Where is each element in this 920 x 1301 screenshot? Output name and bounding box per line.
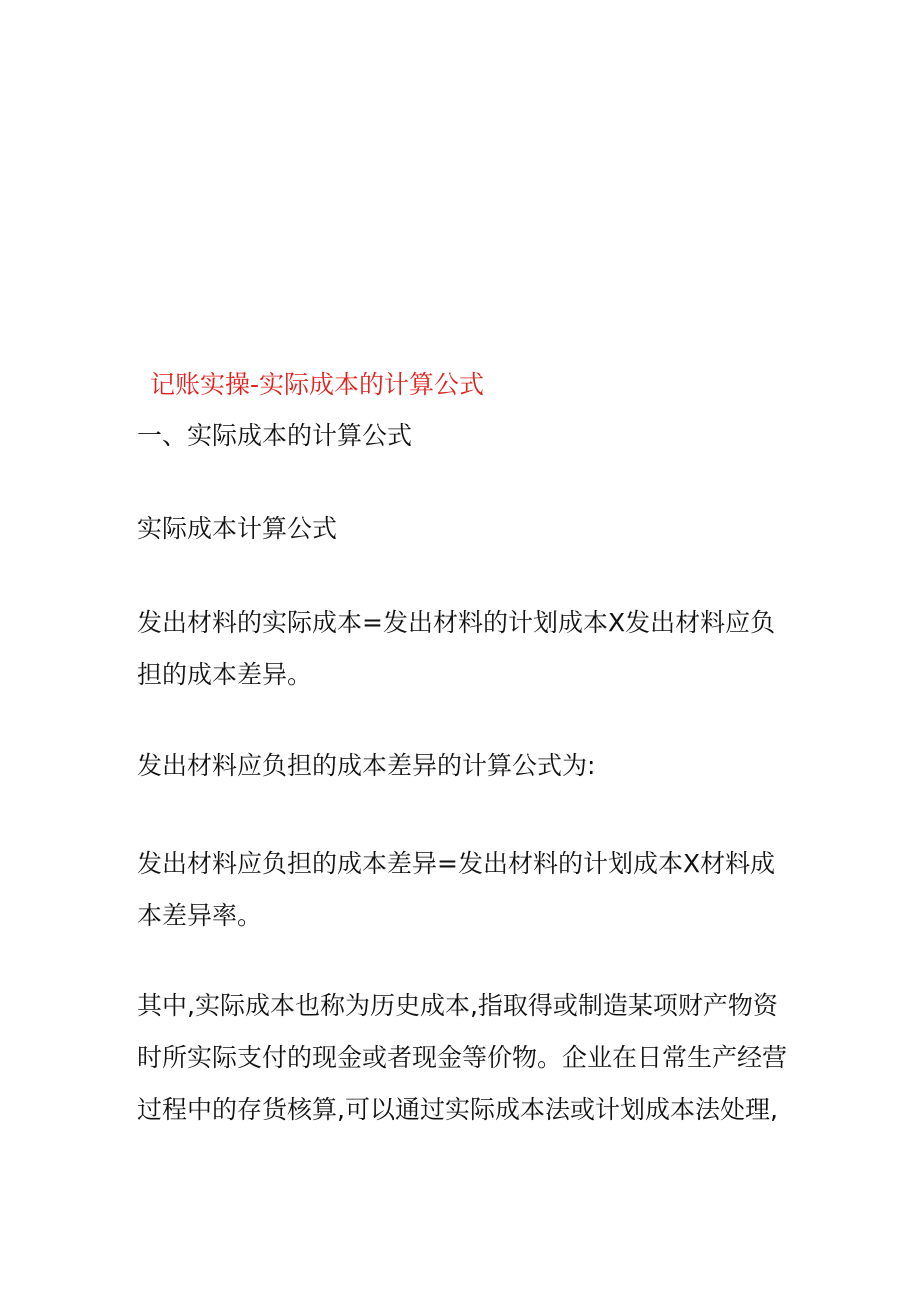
paragraph: 实际成本计算公式 — [137, 514, 338, 543]
paragraph: 发出材料的实际成本=发出材料的计划成本Χ发出材料应负担的成本差异。 — [137, 608, 776, 689]
document-title: 记账实操-实际成本的计算公式 — [150, 370, 485, 399]
paragraph: 其中,实际成本也称为历史成本,指取得或制造某项财产物资时所实际支付的现金或者现金等价物。企业在日常生产经营过程中的存货核算,可以通过实际成本法或计划成本法处理, — [137, 991, 788, 1124]
paragraph: 发出材料应负担的成本差异的计算公式为: — [137, 751, 596, 780]
section-heading: 一、实际成本的计算公式 — [137, 421, 413, 450]
paragraph: 发出材料应负担的成本差异=发出材料的计划成本Χ材料成本差异率。 — [137, 849, 776, 930]
